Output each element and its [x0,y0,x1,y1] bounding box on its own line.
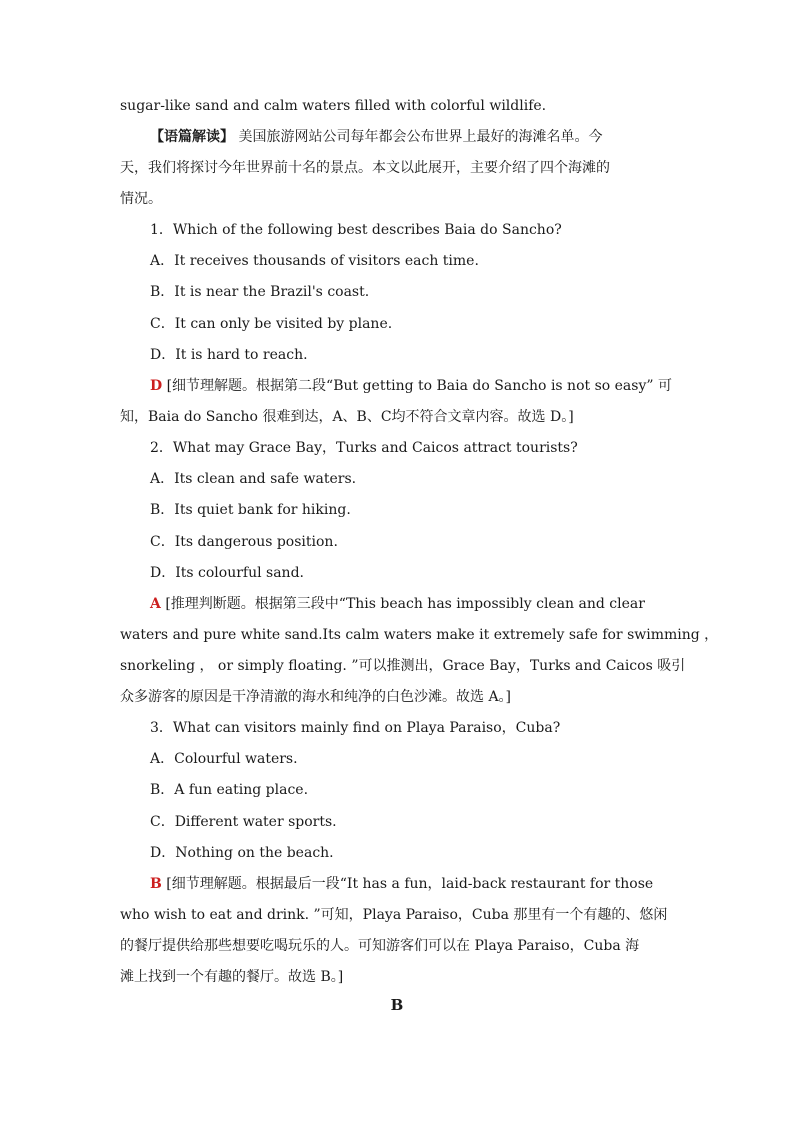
question-1-explanation-1: D [细节理解题。根据第二段“But getting to Baia do Sancho is not so easy” 可 [150,378,672,394]
question-3-option-b: B．A fun eating place. [150,782,309,798]
summary-line-3: 情况。 [120,191,162,207]
question-2-option-a: A．Its clean and safe waters. [150,471,357,487]
question-1-explanation-2: 知，Baia do Sancho 很难到达，A、B、C均不符合文章内容。故选 D。] [120,409,574,425]
question-2-option-b: B．Its quiet bank for hiking. [150,502,351,518]
next-section-heading: B [390,996,404,1014]
question-1-answer: D [150,378,163,394]
question-3-explanation-4: 滩上找到一个有趣的餐厅。故选 B。] [120,969,344,985]
question-1-option-a: A．It receives thousands of visitors each time. [150,253,479,269]
summary-heading: 【语篇解读】 [150,129,234,145]
question-2-option-c: C．Its dangerous position. [150,534,338,550]
question-1-stem: 1．Which of the following best describes Baia do Sancho? [150,222,562,238]
question-2-answer: A [150,596,161,612]
question-1-option-c: C．It can only be visited by plane. [150,316,393,332]
question-3-answer: B [150,876,162,892]
summary-line-2: 天，我们将探讨今年世界前十名的景点。本文以此展开，主要介绍了四个海滩的 [120,160,610,176]
summary-text-1: 美国旅游网站公司每年都会公布世界上最好的海滩名单。今 [234,129,603,145]
question-3-option-c: C．Different water sports. [150,814,337,830]
question-3-explanation-3: 的餐厅提供给那些想要吃喝玩乐的人。可知游客们可以在 Playa Paraiso，Cuba 海 [120,938,640,954]
question-3-stem: 3．What can visitors mainly find on Playa Paraiso，Cuba? [150,720,561,736]
question-3-option-d: D．Nothing on the beach. [150,845,334,861]
question-2-explanation-1: A [推理判断题。根据第三段中“This beach has impossibly clean and clear [150,596,645,612]
question-1-option-b: B．It is near the Brazil's coast. [150,284,370,300]
passage-tail: sugar-like sand and calm waters filled with colorful wildlife. [120,98,547,114]
question-2-option-d: D．Its colourful sand. [150,565,304,581]
question-3-explanation-2: who wish to eat and drink. ”可知，Playa Paraiso，Cuba 那里有一个有趣的、悠闲 [120,907,668,923]
question-3-option-a: A．Colourful waters. [150,751,298,767]
question-2-stem: 2．What may Grace Bay，Turks and Caicos attract tourists? [150,440,578,456]
summary-line-1 [150,127,602,147]
question-2-explanation-4: 众多游客的原因是干净清澈的海水和纯净的白色沙滩。故选 A。] [120,689,512,705]
question-2-explanation-2: waters and pure white sand.Its calm waters make it extremely safe for swimming ， [120,627,719,643]
question-1-option-d: D．It is hard to reach. [150,347,308,363]
question-3-explanation-1: B [细节理解题。根据最后一段“It has a fun，laid‑back restaurant for those [150,876,654,892]
question-2-explanation-3: snorkeling ， or simply floating. ”可以推测出，Grace Bay，Turks and Caicos 吸引 [120,658,686,674]
